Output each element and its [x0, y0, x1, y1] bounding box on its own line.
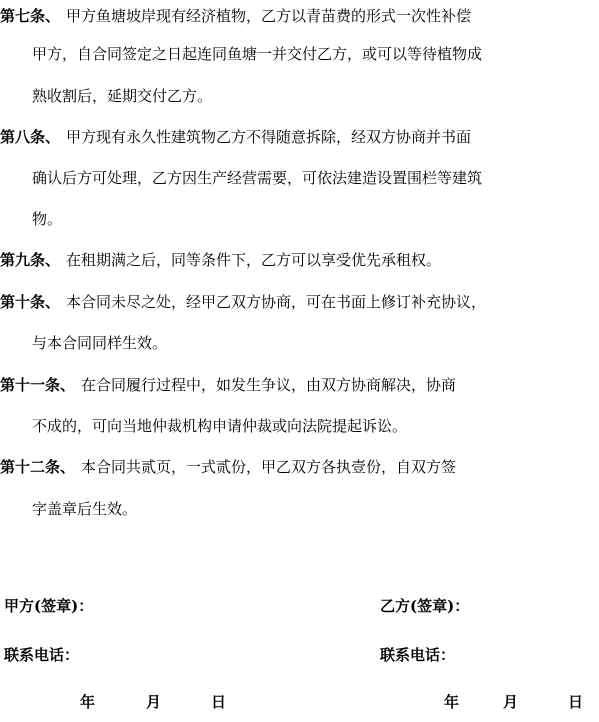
article-12-text-1: 本合同共贰页，一式贰份，甲乙双方各执壹份，自双方签 [81, 458, 457, 476]
party-b-date-day: 日 [568, 693, 584, 711]
party-a-signature-label: 甲方(签章)： [4, 597, 94, 615]
article-10-text-1: 本合同未尽之处，经甲乙双方协商，可在书面上修订补充协议， [66, 293, 487, 311]
article-8-line-1 [0, 125, 599, 149]
party-b-date-month: 月 [503, 693, 519, 711]
article-7-line-3: 熟收割后，延期交付乙方。 [32, 87, 213, 105]
article-7-label: 第七条、 [0, 7, 61, 25]
article-11-label: 第十一条、 [0, 376, 76, 394]
article-10-label: 第十条、 [0, 293, 61, 311]
article-8-text-1: 甲方现有永久性建筑物乙方不得随意拆除，经双方协商并书面 [66, 128, 472, 146]
article-11-line-1 [0, 373, 599, 397]
article-9-line-1 [0, 248, 599, 272]
article-11-text-1: 在合同履行过程中，如发生争议，由双方协商解决，协商 [81, 376, 457, 394]
article-9-label: 第九条、 [0, 251, 61, 269]
article-8-line-3: 物。 [32, 210, 63, 228]
article-12-line-1 [0, 455, 599, 479]
article-10-line-1 [0, 290, 599, 314]
article-11-line-2: 不成的，可向当地仲裁机构申请仲裁或向法院提起诉讼。 [32, 417, 408, 435]
article-7-line-2: 甲方，自合同签定之日起连同鱼塘一并交付乙方，或可以等待植物成 [32, 45, 483, 63]
party-a-phone-label: 联系电话： [4, 646, 80, 664]
party-b-signature-label: 乙方(签章)： [380, 597, 470, 615]
party-a-date-year: 年 [80, 693, 96, 711]
party-b-date-year: 年 [444, 693, 460, 711]
article-12-line-2: 字盖章后生效。 [32, 500, 138, 518]
article-9-text-1: 在租期满之后，同等条件下，乙方可以享受优先承租权。 [66, 251, 442, 269]
article-12-label: 第十二条、 [0, 458, 76, 476]
article-7-text-1: 甲方鱼塘坡岸现有经济植物，乙方以青苗费的形式一次性补偿 [66, 7, 472, 25]
article-8-line-2: 确认后方可处理，乙方因生产经营需要，可依法建造设置围栏等建筑 [32, 169, 483, 187]
article-10-line-2: 与本合同同样生效。 [32, 334, 168, 352]
party-a-date-day: 日 [211, 693, 227, 711]
party-a-date-month: 月 [146, 693, 162, 711]
party-b-phone-label: 联系电话： [380, 646, 456, 664]
article-7-line-1 [0, 4, 599, 28]
article-8-label: 第八条、 [0, 128, 61, 146]
